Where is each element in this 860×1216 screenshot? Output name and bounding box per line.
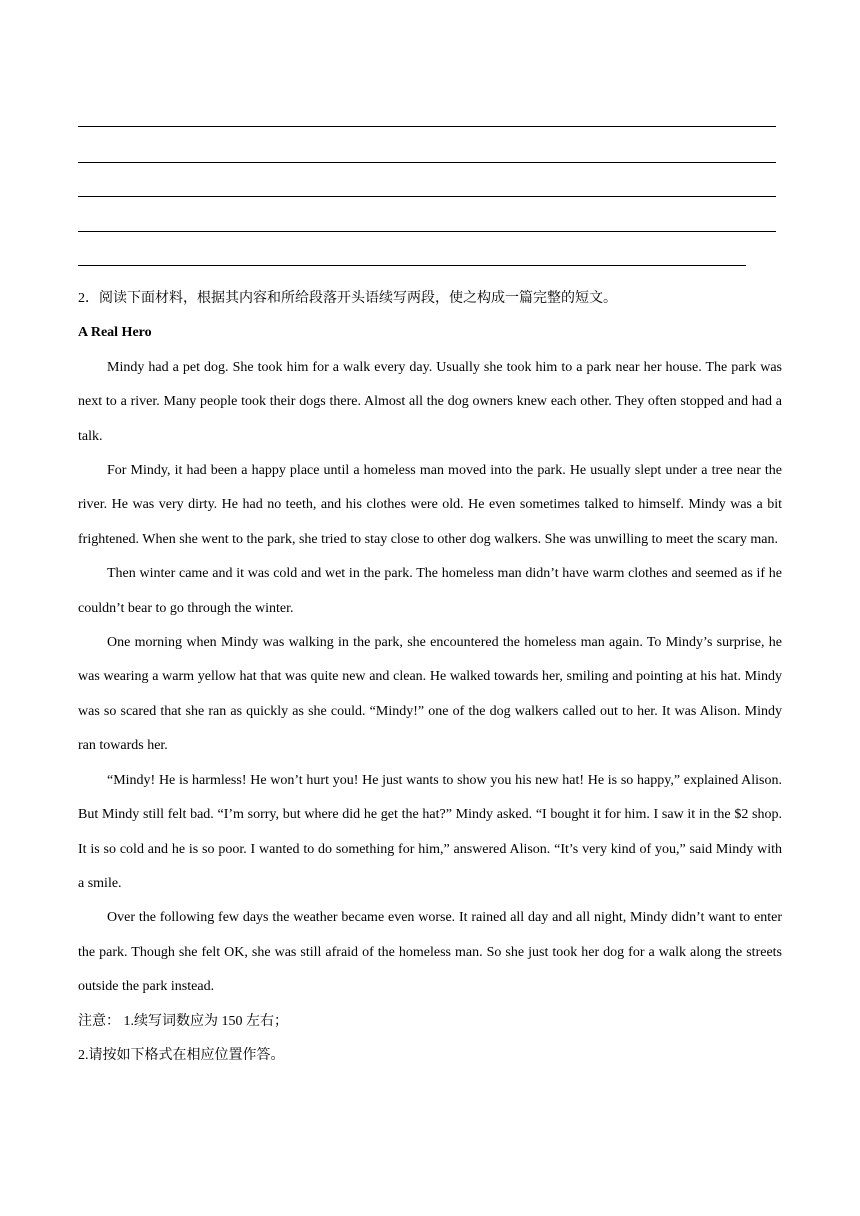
passage-paragraph-3: Then winter came and it was cold and wet in the park. The homeless man didn’t have warm clothes and seemed as if he couldn’t bear to go through the winter. [78,566,782,616]
answer-line-4 [78,231,776,232]
passage-paragraph-5: “Mindy! He is harmless! He won’t hurt you! He just wants to show you his new hat! He is so happy,” explained Alison. But Mindy still felt bad. “I’m sorry, but where did he get the hat?” Mindy asked. “I bought it for him. I saw it in the $2 shop. It is so cold and he is so poor. I wanted to do something for him,” answered Alison. “It’s very kind of you,” said Mindy with a smile. [78,772,782,891]
note-word-count: 注意： 1.续写词数应为 150 左右； [78,1013,288,1029]
passage-paragraph-2: For Mindy, it had been a happy place until a homeless man moved into the park. He usually slept under a tree near the river. He was very dirty. He had no teeth, and his clothes were old. He even sometimes talked to himself. Mindy was a bit frightened. When she went to the park, she tried to stay close to other dog walkers. She was unwilling to meet the scary man. [78,463,782,547]
answer-line-2 [78,162,776,163]
note-format: 2.请按如下格式在相应位置作答。 [78,1047,285,1063]
answer-line-5 [78,265,746,266]
passage-title: A Real Hero [78,325,152,341]
question-content [78,282,782,1073]
question-prompt: 2．阅读下面材料，根据其内容和所给段落开头语续写两段，使之构成一篇完整的短文。 [78,291,617,306]
passage-paragraph-6: Over the following few days the weather became even worse. It rained all day and all night, Mindy didn’t want to enter the park. Though she felt OK, she was still afraid of the homeless man. So she just took her dog for a walk along the streets outside the park instead. [78,910,782,995]
passage-paragraph-1: Mindy had a pet dog. She took him for a walk every day. Usually she took him to a park near her house. The park was next to a river. Many people took their dogs there. Almost all the dog owners knew each other. They often stopped and had a talk. [78,359,782,444]
passage-paragraph-4: One morning when Mindy was walking in the park, she encountered the homeless man again. To Mindy’s surprise, he was wearing a warm yellow hat that was quite new and clean. He walked towards her, smiling and pointing at his hat. Mindy was so scared that she ran as quickly as she could. “Mindy!” one of the dog walkers called out to her. It was Alison. Mindy ran towards her. [78,635,782,754]
answer-line-1 [78,126,776,127]
answer-line-3 [78,196,776,197]
